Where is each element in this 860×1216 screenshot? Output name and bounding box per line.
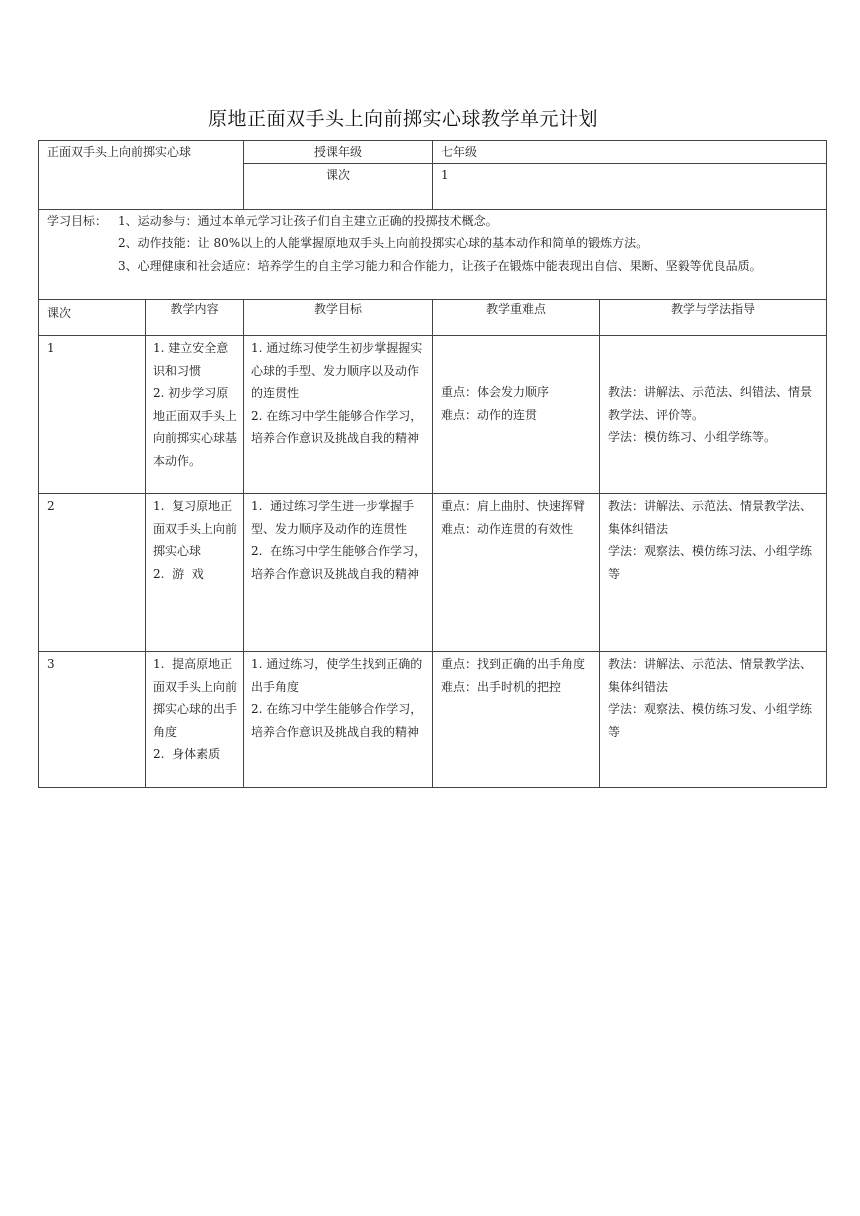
row-2-number: 2 (47, 499, 55, 513)
row-1-methods: 教法：讲解法、示范法、纠错法、情景教学法、评价等。 学法：模仿练习、小组学练等。 (608, 385, 813, 444)
objective-item: 1、运动参与：通过本单元学习让孩子们自主建立正确的投掷技术概念。 (118, 214, 498, 228)
row-3-content: 1. 提高原地正面双手头上向前掷实心球的出手角度 2. 身体素质 (153, 657, 238, 761)
column-divider-2 (243, 299, 244, 788)
row-2-goal: 1. 通过练习学生进一步掌握手型、发力顺序及动作的连贯性 2. 在练习中学生能够合作学习，培养合作意识及挑战自我的精神 (251, 499, 427, 581)
objectives-label: 学习目标： (47, 214, 108, 228)
column-divider-3 (432, 299, 433, 788)
column-header-goal: 教学目标 (313, 302, 362, 316)
row-1-key-points: 重点：体会发力顺序 难点：动作的连贯 (441, 385, 550, 422)
grade-value: 七年级 (441, 145, 478, 159)
grade-label: 授课年级 (313, 145, 362, 159)
table-border-left (38, 140, 39, 788)
column-header-methods: 教学与学法指导 (670, 302, 755, 316)
unit-name: 正面双手头上向前掷实心球 (47, 145, 192, 159)
column-divider-1 (145, 299, 146, 788)
row-1-content: 1. 建立安全意识和习惯 2. 初步学习原地正面双手头上向前掷实心球基本动作。 (153, 341, 238, 468)
row-2-key-points: 重点：肩上曲肘、快速挥臂 难点：动作连贯的有效性 (441, 499, 586, 536)
row-3-number: 3 (47, 657, 55, 671)
table-border-right (826, 140, 827, 788)
row-1-goal: 1. 通过练习使学生初步掌握握实心球的手型、发力顺序以及动作的连贯性 2. 在练习中学生能够合作学习，培养合作意识及挑战自我的精神 (251, 341, 423, 445)
column-header-content: 教学内容 (170, 302, 219, 316)
row-1-number: 1 (47, 341, 55, 355)
objective-item: 3、心理健康和社会适应：培养学生的自主学习能力和合作能力，让孩子在锻炼中能表现出自信、果断、坚毅等优良品质。 (118, 259, 762, 273)
column-header-key-points: 教学重难点 (485, 302, 546, 316)
page-title: 原地正面双手头上向前掷实心球教学单元计划 (207, 108, 598, 130)
row-3-methods: 教法：讲解法、示范法、情景教学法、集体纠错法 学法：观察法、模仿练习发、小组学练等 (608, 657, 813, 739)
column-header-lesson: 课次 (47, 306, 72, 320)
column-divider-4 (599, 299, 600, 788)
row-3-key-points: 重点：找到正确的出手角度 难点：出手时机的把控 (441, 657, 586, 694)
lesson-label: 课次 (325, 168, 350, 182)
lesson-value: 1 (441, 168, 449, 182)
row-2-methods: 教法：讲解法、示范法、情景教学法、集体纠错法 学法：观察法、模仿练习法、小组学练等 (608, 499, 813, 581)
row-2-content: 1. 复习原地正面双手头上向前掷实心球 2. 游 戏 (153, 499, 238, 581)
header-divider-2 (432, 140, 433, 209)
objective-item: 2、动作技能：让 80%以上的人能掌握原地双手头上向前投掷实心球的基本动作和简单的锻炼方法。 (118, 236, 649, 250)
row-3-goal: 1. 通过练习，使学生找到正确的出手角度 2. 在练习中学生能够合作学习，培养合作意识及挑战自我的精神 (251, 657, 423, 739)
